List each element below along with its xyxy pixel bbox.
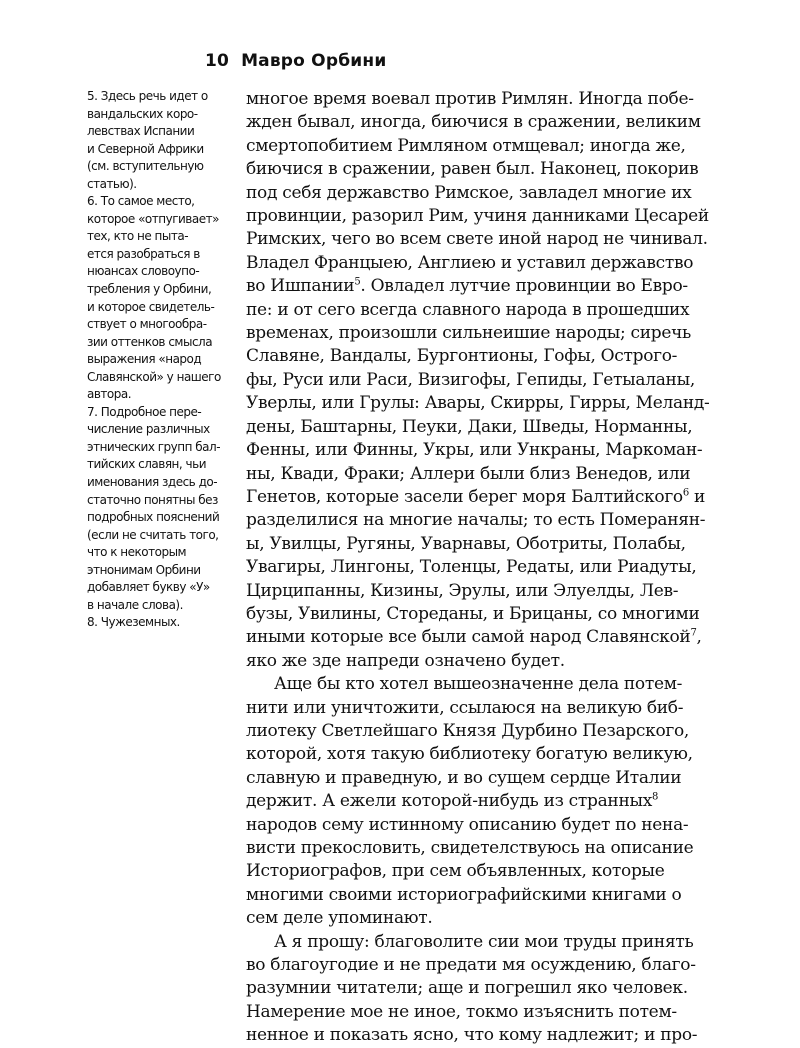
text-segment: разделилися на многие началы; то есть Померанян- (246, 510, 706, 531)
text-line (246, 650, 736, 673)
text-line (246, 252, 736, 275)
text-segment: Фенны, или Финны, Укры, или Ункраны, Маркоман- (246, 440, 703, 461)
text-line (246, 182, 736, 205)
footnote-line: статью). (87, 176, 137, 191)
text-segment: многими своими историографийскими книгами о (246, 884, 682, 905)
text-line (246, 884, 736, 907)
text-line (246, 88, 736, 111)
text-line (246, 228, 736, 251)
text-segment: Римских, чего во всем свете иной народ не чинивал. (246, 229, 708, 250)
text-segment: Цирципанны, Кизины, Эрулы, или Элуелды, Лев- (246, 580, 679, 601)
text-line (246, 345, 736, 368)
text-line (246, 556, 736, 579)
text-segment: жден бывал, иногда, биючися в сражении, великим (246, 112, 701, 133)
text-segment: Владел Францыею, Англиею и уставил державство (246, 252, 694, 273)
text-segment: сем деле упоминают. (246, 908, 433, 929)
footnote-line: ствует о многообра- (87, 317, 207, 332)
footnote-line: именования здесь до- (87, 475, 218, 490)
text-line (246, 931, 736, 954)
text-segment: биючися в сражении, равен был. Наконец, покорив (246, 159, 699, 180)
footnote-marker[interactable]: 6 (682, 487, 689, 499)
text-segment: , (696, 627, 702, 648)
footnote-line: зии оттенков смысла (87, 334, 213, 349)
text-segment: . Овладел лутчие провинции во Евро- (360, 276, 688, 297)
text-segment: А я прошу: благоволите сии мои труды принять (274, 931, 694, 952)
footnote-line: и которое свидетель- (87, 299, 215, 314)
text-segment: пе: и от сего всегда славного народа в прошедших (246, 299, 690, 320)
text-segment: и (688, 486, 706, 507)
footnote-line: тийских славян, чьи (87, 457, 206, 472)
text-segment: Уверлы, или Грулы: Авары, Скирры, Гирры, Меланд- (246, 393, 710, 414)
text-segment: во благоугодие и не предати мя осуждению, благо- (246, 955, 696, 976)
footnote-line: автора. (87, 387, 132, 402)
footnote-line: числение различных (87, 422, 210, 437)
text-segment: многое время воевал против Римлян. Иногда побе- (246, 89, 694, 109)
text-segment: нити или уничтожити, ссылаюся на великую биб- (246, 697, 684, 718)
text-segment: Намерение мое не иное, токмо изъяснить потем- (246, 1001, 677, 1022)
text-line (246, 814, 736, 837)
text-segment: иными которые все были самой народ Славянской (246, 627, 691, 648)
footnote-line: нюансах словоупо- (87, 264, 200, 279)
footnote-line: подробных пояснений (87, 510, 220, 525)
footnote-line: ется разобраться в (87, 246, 200, 261)
text-line (246, 977, 736, 1000)
footnote-line: 6. То самое место, (87, 194, 195, 209)
main-text (246, 88, 736, 1048)
text-line (246, 111, 736, 134)
footnote-line: что к некоторым (87, 545, 187, 560)
text-line (246, 205, 736, 228)
text-line (246, 322, 736, 345)
text-line (246, 603, 736, 626)
text-segment: под себя державство Римское, завладел многие их (246, 182, 692, 203)
text-line (246, 509, 736, 532)
footnote-marker[interactable]: 5 (354, 276, 361, 288)
footnote-line: вандальских коро- (87, 106, 198, 121)
text-line (246, 463, 736, 486)
text-segment: висти прекословить, свидетелствуюсь на описание (246, 838, 694, 858)
text-line (246, 486, 736, 509)
text-segment: Славяне, Вандалы, Бургонтионы, Гофы, Острого- (246, 346, 678, 367)
footnote-marker[interactable]: 8 (652, 791, 659, 803)
text-segment: народов сему истинному описанию будет по нена- (246, 814, 689, 835)
text-segment: бузы, Увилины, Стореданы, и Брицаны, со многими (246, 603, 700, 624)
footnote-marker[interactable]: 7 (690, 627, 697, 639)
text-segment: разумнии читатели; аще и погрешил яко человек. (246, 978, 688, 999)
text-segment: держит. А ежели которой-нибудь из странных (246, 791, 653, 812)
text-line (246, 907, 736, 930)
text-line (246, 135, 736, 158)
text-segment: фы, Руси или Раси, Визигофы, Гепиды, Гетыаланы, (246, 369, 695, 390)
footnote-line: тех, кто не пыта- (87, 229, 189, 244)
text-line (246, 439, 736, 462)
footnote-line: и Северной Африки (87, 141, 204, 156)
text-segment: дены, Баштарны, Пеуки, Даки, Шведы, Норманны, (246, 416, 693, 437)
text-segment: Увагиры, Лингоны, Толенцы, Редаты, или Риадуты, (246, 557, 697, 578)
running-title: Мавро Орбини (241, 51, 387, 71)
footnote-line: в начале слова). (87, 597, 183, 612)
text-segment: ненное и показать ясно, что кому надлежит; и про- (246, 1025, 698, 1046)
text-segment: лиотеку Светлейшаго Князя Дурбино Пезарского, (246, 720, 690, 741)
text-segment: ны, Квади, Фраки; Аллери были близ Венедов, или (246, 463, 691, 484)
footnote-line: этнических групп бал- (87, 439, 221, 454)
footnote-line: требления у Орбини, (87, 282, 212, 297)
text-line (246, 626, 736, 649)
running-head (205, 51, 386, 71)
text-line (246, 416, 736, 439)
footnote-line: Славянской» у нашего (87, 369, 221, 384)
text-segment: Аще бы кто хотел вышеозначенне дела потем- (274, 674, 683, 695)
text-line (246, 1001, 736, 1024)
footnote-line: левствах Испании (87, 124, 195, 139)
footnote-line: этнонимам Орбини (87, 562, 201, 577)
text-segment: временах, произошли сильнеишие народы; сиречь (246, 323, 692, 344)
text-segment: смертопобитием Римляном отмщевал; иногда же, (246, 135, 686, 156)
text-segment: славную и праведную, и во сущем сердце Италии (246, 767, 682, 788)
text-line (246, 790, 736, 813)
text-line (246, 954, 736, 977)
text-segment: Историографов, при сем объявленных, которые (246, 861, 665, 882)
text-line (246, 860, 736, 883)
text-line (246, 697, 736, 720)
text-line (246, 720, 736, 743)
text-segment: провинции, разорил Рим, учиня данниками Цесарей (246, 206, 709, 227)
footnote-line: выражения «народ (87, 352, 202, 367)
footnote-line: 5. Здесь речь идет о (87, 89, 208, 103)
text-line (246, 767, 736, 790)
page-number: 10 (205, 51, 230, 71)
footnotes-column (87, 88, 235, 632)
footnote-line: (если не считать того, (87, 527, 219, 542)
footnote-line: 7. Подробное пере- (87, 404, 202, 419)
text-line (246, 1024, 736, 1047)
footnote-line: статочно понятны без (87, 492, 218, 507)
text-segment: которой, хотя такую библиотеку богатую великую, (246, 744, 693, 765)
text-line (246, 580, 736, 603)
text-line (246, 299, 736, 322)
footnote-line: (см. вступительную (87, 159, 204, 174)
text-segment: ы, Увилцы, Ругяны, Уварнавы, Оботриты, Полабы, (246, 533, 686, 554)
footnote-line: 8. Чужеземных. (87, 615, 180, 630)
text-segment: яко же зде напреди означено будет. (246, 650, 565, 671)
text-line (246, 369, 736, 392)
text-line (246, 275, 736, 298)
footnote-line: которое «отпугивает» (87, 211, 219, 226)
text-segment: Генетов, которые засели берег моря Балтийского (246, 486, 683, 507)
text-line (246, 837, 736, 860)
text-line (246, 673, 736, 696)
footnote-line: добавляет букву «У» (87, 580, 210, 595)
text-segment: во Ишпании (246, 276, 355, 297)
text-line (246, 533, 736, 556)
text-line (246, 392, 736, 415)
text-line (246, 743, 736, 766)
text-line (246, 158, 736, 181)
